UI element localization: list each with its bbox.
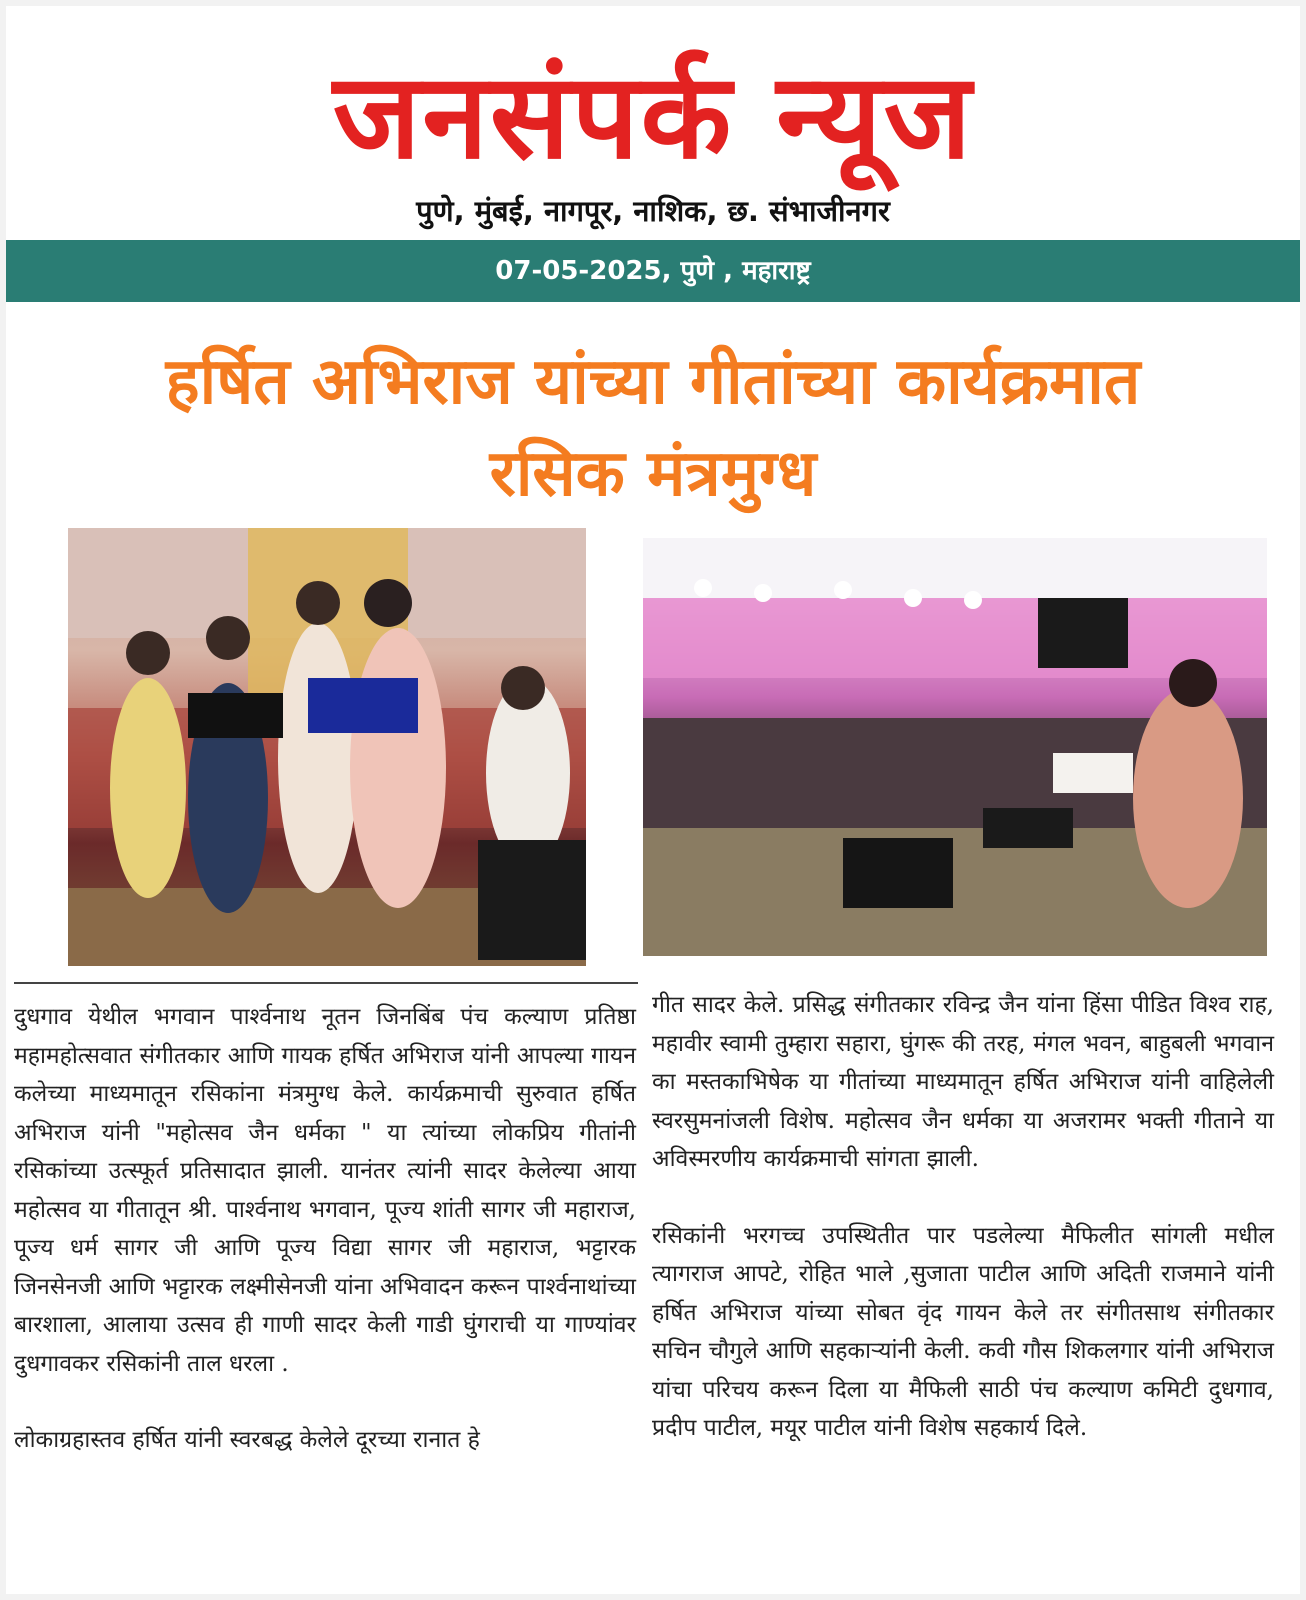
- audience-hall-photo: [643, 538, 1267, 956]
- dateline-band: 07-05-2025, पुणे , महाराष्ट्र: [6, 240, 1300, 302]
- right-paragraph-1: गीत सादर केले. प्रसिद्ध संगीतकार रविन्द्र जैन यांना हिंसा पीडित विश्व राह, महावीर स्वामी तुम्हारा सहारा, घुंगरू की तरह, मंगल भवन, बाहुबली भगवान का मस्तकाभिषेक या गीतांच्या माध्यमातून हर्षित अभिराज यांनी वाहिलेली स्वरसुमनांजली विशेष. महोत्सव जैन धर्मका या अजरामर भक्ती गीताने या अविस्मरणीय कार्यक्रमाची सांगता झाली.: [652, 992, 1274, 1172]
- column-divider-rule: [14, 982, 638, 984]
- left-paragraph-1: दुधगाव येथील भगवान पार्श्वनाथ नूतन जिनबिंब पंच कल्याण प्रतिष्ठा महामहोत्सवात संगीतकार आणि गायक हर्षित अभिराज यांनी आपल्या गायन कलेच्या माध्यमातून रसिकांना मंत्रमुग्ध केले. कार्यक्रमाची सुरुवात हर्षित अभिराज यांनी "महोत्सव जैन धर्मका " या त्यांच्या लोकप्रिय गीतांनी रसिकांच्या उत्स्फूर्त प्रतिसादात झाली. यानंतर त्यांनी सादर केलेल्या आया महोत्सव या गीतातून श्री. पार्श्वनाथ भगवान, पूज्य शांती सागर जी महाराज, पूज्य धर्म सागर जी आणि पूज्य विद्या सागर जी महाराज, भट्टारक जिनसेनजी आणि भट्टारक लक्ष्मीसेनजी यांना अभिवादन करून पार्श्वनाथांच्या बारशाला, आलाया उत्सव ही गाणी सादर केली गाडी घुंगराची या गाण्यांवर दुधगावकर रसिकांनी ताल धरला .: [14, 1004, 636, 1377]
- newspaper-page: [6, 6, 1300, 1594]
- left-paragraph-2: लोकाग्रहास्तव हर्षित यांनी स्वरबद्ध केलेले दूरच्या रानात हे: [14, 1427, 480, 1453]
- masthead-title: जनसंपर्क न्यूज: [332, 47, 974, 185]
- headline-line-2: रसिक मंत्रमुग्ध: [489, 437, 817, 511]
- headline-line-1: हर्षित अभिराज यांच्या गीतांच्या कार्यक्रमात: [165, 345, 1141, 419]
- masthead-cities: पुणे, मुंबई, नागपूर, नाशिक, छ. संभाजीनगर: [416, 194, 890, 228]
- stage-performance-photo: [68, 528, 586, 966]
- right-paragraph-2: रसिकांनी भरगच्च उपस्थितीत पार पडलेल्या मैफिलीत सांगली मधील त्यागराज आपटे, रोहित भाले ,सुजाता पाटील आणि अदिती राजमाने यांनी हर्षित अभिराज यांच्या सोबत वृंद गायन केले तर संगीतसाथ संगीतकार सचिन चौगुले आणि सहकाऱ्यांनी केली. कवी गौस शिकलगार यांनी अभिराज यांचा परिचय करून दिला या मैफिली साठी पंच कल्याण कमिटी दुधगाव, प्रदीप पाटील, मयूर पाटील यांनी विशेष सहकार्य दिले.: [652, 1222, 1274, 1441]
- article-column-right: [652, 986, 1274, 1448]
- article-column-left: [14, 998, 636, 1460]
- article-headline: [26, 336, 1280, 520]
